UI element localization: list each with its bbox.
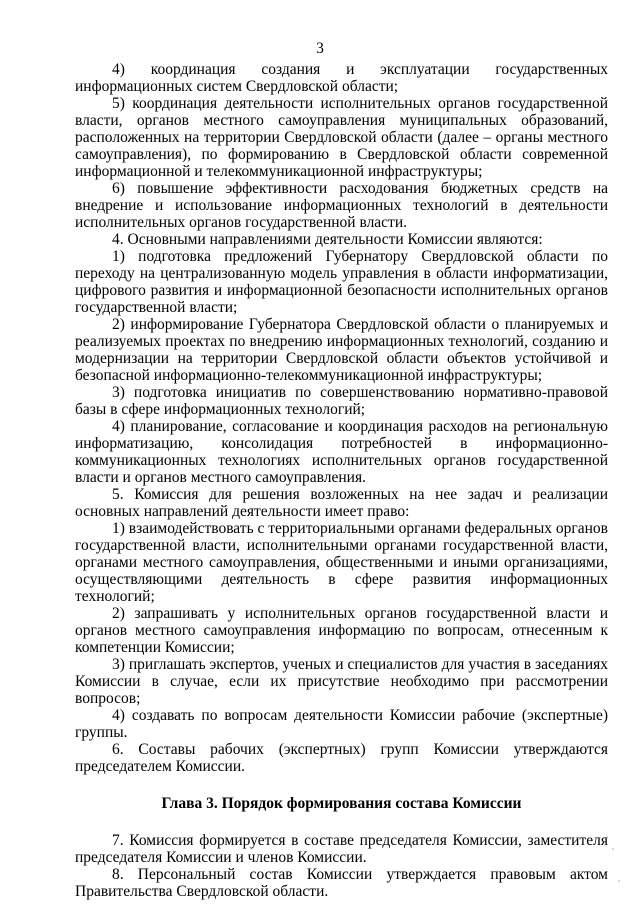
paragraph-clause-4-item-1: 1) подготовка предложений Губернатору Свердловской области по переходу на централизованную модель управления в области информатизации, цифрового развития и информационной безопасности исполнительных органов государственной власти; [75, 248, 608, 316]
page-number: 3 [316, 40, 324, 57]
paragraph-clause-5-item-3: 3) приглашать экспертов, ученых и специалистов для участия в заседаниях Комиссии в случае, если их присутствие необходимо при рассмотрении вопросов; [75, 656, 608, 707]
paragraph-item-6-efficiency: 6) повышение эффективности расходования бюджетных средств на внедрение и использование информационных технологий в деятельности исполнительных органов государственной власти. [75, 180, 608, 231]
paragraph-clause-4-item-3: 3) подготовка инициатив по совершенствованию нормативно-правовой базы в сфере информационных технологий; [75, 384, 608, 418]
paragraph-clause-8: 8. Персональный состав Комиссии утверждается правовым актом Правительства Свердловской области. [75, 866, 608, 900]
paragraph-clause-6: 6. Составы рабочих (экспертных) групп Комиссии утверждаются председателем Комиссии. [75, 741, 608, 775]
document-body [75, 61, 608, 900]
paragraph-clause-5-item-2: 2) запрашивать у исполнительных органов государственной власти и органов местного самоуправления информацию по вопросам, отнесенным к компетенции Комиссии; [75, 605, 608, 656]
paragraph-clause-5-item-4: 4) создавать по вопросам деятельности Комиссии рабочие (экспертные) группы. [75, 707, 608, 741]
paragraph-clause-5: 5. Комиссия для решения возложенных на нее задач и реализации основных направлений деятельности имеет право: [75, 486, 608, 520]
chapter-heading: Глава 3. Порядок формирования состава Комиссии [161, 795, 522, 812]
paragraph-clause-4: 4. Основными направлениями деятельности Комиссии являются: [112, 231, 543, 248]
paragraph-clause-4-item-4: 4) планирование, согласование и координация расходов на региональную информатизацию, консолидация потребностей в информационно-коммуникационных технологиях исполнительных органов государственной власти и органов местного самоуправления. [75, 418, 608, 486]
paragraph-clause-5-item-1: 1) взаимодействовать с территориальными органами федеральных органов государственной власти, исполнительными органами государственной власти, органами местного самоуправления, общественными и иными организациями, осуществляющими деятельность в сфере развития информационных технологий; [75, 520, 608, 605]
paragraph-item-5-coordination: 5) координация деятельности исполнительных органов государственной власти, органов местного самоуправления муниципальных образований, расположенных на территории Свердловской области (далее – органы местного самоуправления), по формированию в Свердловской области современной информационной и телекоммуникационной инфраструктуры; [75, 95, 608, 180]
paragraph-item-4-coordination: 4) координация создания и эксплуатации государственных информационных систем Свердловской области; [75, 61, 608, 95]
paragraph-clause-4-item-2: 2) информирование Губернатора Свердловской области о планируемых и реализуемых проектах по внедрению информационных технологий, созданию и модернизации на территории Свердловской области объектов устойчивой и безопасной информационно-телекоммуникационной инфраструктуры; [75, 316, 608, 384]
scan-speck [618, 880, 620, 882]
scan-speck [612, 848, 614, 850]
paragraph-clause-7: 7. Комиссия формируется в составе председателя Комиссии, заместителя председателя Комиссии и членов Комиссии. [75, 832, 608, 866]
